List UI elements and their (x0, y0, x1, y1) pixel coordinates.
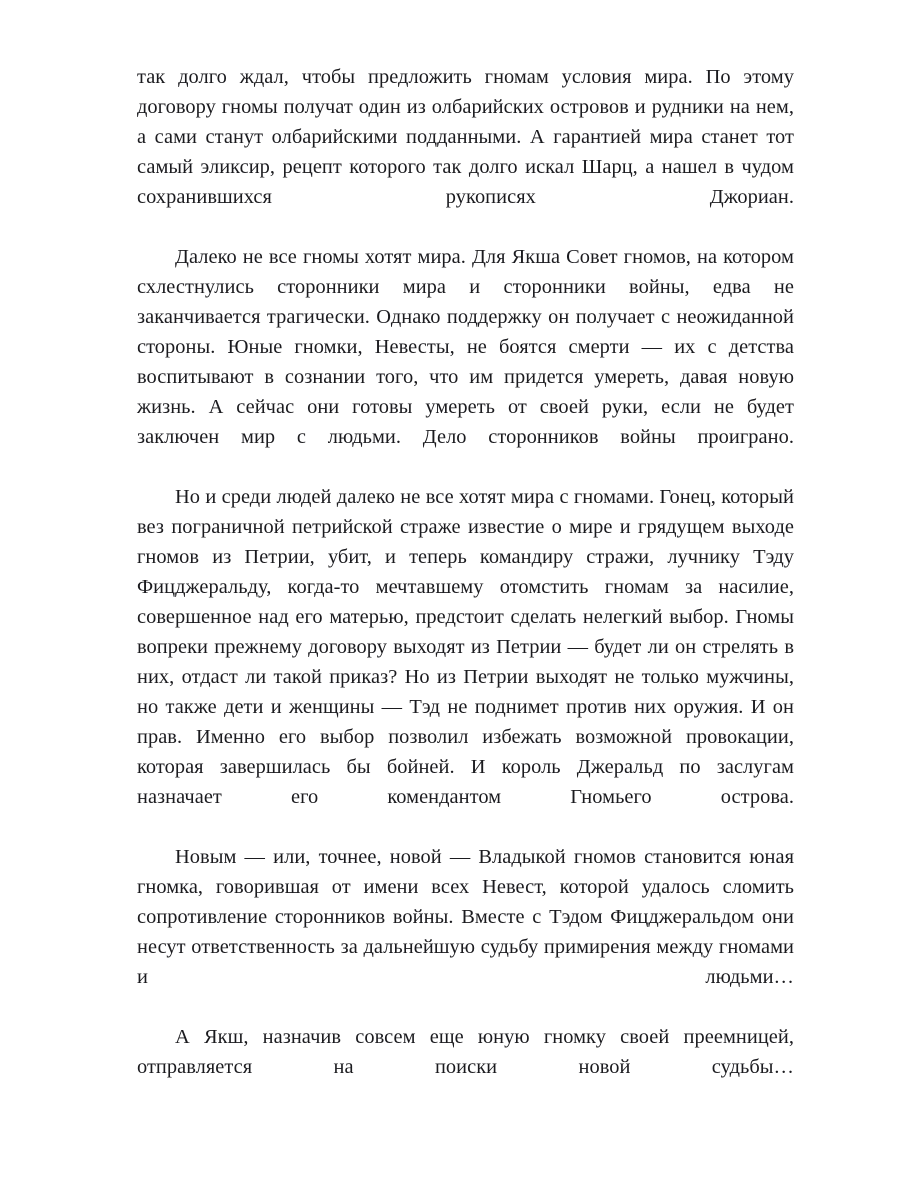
paragraph: так долго ждал, чтобы предложить гномам условия мира. По этому договору гномы получат один из олбарийских островов и рудники на нем, а сами станут олбарийскими подданными. А гарантией мира станет тот самый эликсир, рецепт которого так долго искал Шарц, а нашел в чудом сохранившихся рукописях Джориан. (137, 66, 794, 208)
paragraph: Далеко не все гномы хотят мира. Для Якша Совет гномов, на котором схлестнулись сторонники мира и сторонники войны, едва не заканчивается трагически. Однако поддержку он получает с неожиданной стороны. Юные гномки, Невесты, не боятся смерти — их с детства воспитывают в сознании того, что им придется умереть, давая новую жизнь. А сейчас они готовы умереть от своей руки, если не будет заключен мир с людьми. Дело сторонников войны проиграно. (137, 246, 794, 448)
paragraph: Новым — или, точнее, новой — Владыкой гномов становится юная гномка, говорившая от имени всех Невест, которой удалось сломить сопротивление сторонников войны. Вместе с Тэдом Фицджеральдом они несут ответственность за дальнейшую судьбу примирения между гномами и людьми… (137, 846, 794, 988)
page-text-block (137, 62, 794, 1112)
paragraph: Но и среди людей далеко не все хотят мира с гномами. Гонец, который вез пограничной петрийской страже известие о мире и грядущем выходе гномов из Петрии, убит, и теперь командиру стражи, лучнику Тэду Фицджеральду, когда-то мечтавшему отомстить гномам за насилие, совершенное над его матерью, предстоит сделать нелегкий выбор. Гномы вопреки прежнему договору выходят из Петрии — будет ли он стрелять в них, отдаст ли такой приказ? Но из Петрии выходят не только мужчины, но также дети и женщины — Тэд не поднимет против них оружия. И он прав. Именно его выбор позволил избежать возможной провокации, которая завершилась бы бойней. И король Джеральд по заслугам назначает его комендантом Гномьего острова. (137, 486, 794, 808)
paragraph: А Якш, назначив совсем еще юную гномку своей преемницей, отправляется на поиски новой судьбы… (137, 1026, 794, 1078)
